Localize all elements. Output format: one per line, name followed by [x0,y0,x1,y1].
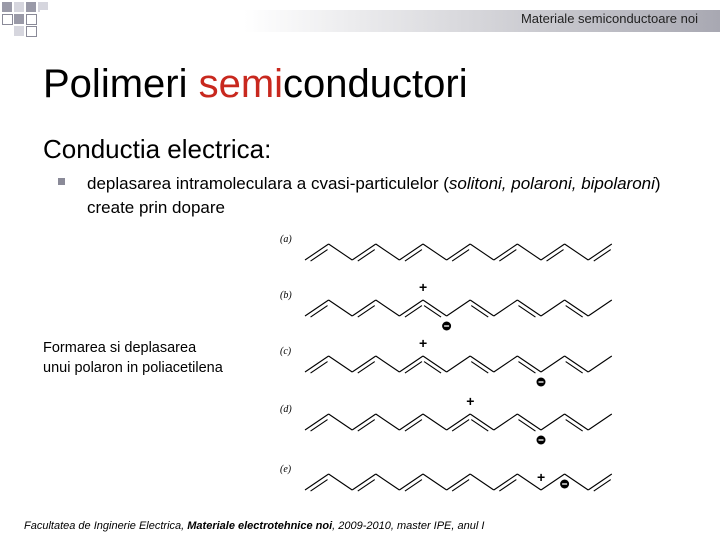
double-bond-line [566,362,583,374]
double-bond-line [499,250,516,262]
bond-line [494,414,518,430]
panel-label: (a) [280,234,292,245]
bond-line [399,244,423,260]
bond-line [376,244,400,260]
double-bond-line [311,362,328,374]
bond-line [541,356,565,372]
decor-square [26,14,37,25]
double-bond-line [311,480,328,492]
footer [24,520,484,532]
header-title: Materiale semiconductoare noi [520,11,698,26]
bond-line [329,414,353,430]
polyacetylene-chains-svg [272,226,632,526]
bond-line [352,414,376,430]
bond-line [399,300,423,316]
title-part1: Polimeri [43,62,199,106]
bond-line [329,300,353,316]
double-bond-line [471,420,488,432]
header-bar [0,0,720,36]
bond-line [447,414,471,430]
decor-square [26,2,36,12]
bond-line [494,474,518,490]
bullet-square-icon [58,178,65,185]
bond-line [565,244,589,260]
bond-line [494,244,518,260]
figure-caption [43,338,263,378]
double-bond-line [358,480,375,492]
bond-line [305,474,329,490]
bond-line [376,414,400,430]
bond-line [329,356,353,372]
double-bond-line [405,480,422,492]
panel-label: (d) [280,404,292,415]
title-part3: conductori [283,62,468,106]
bond-line [517,356,541,372]
bond-line [517,414,541,430]
positive-charge-icon: + [419,335,428,351]
bond-line [470,356,494,372]
footer-bold: Materiale electrotehnice noi [187,520,333,532]
bullet-text-post: ) create prin dopare [87,174,661,217]
double-bond-line [594,250,611,262]
bond-line [305,300,329,316]
decor-square [14,26,24,36]
double-bond-line [405,420,422,432]
decor-square [14,2,24,12]
panel-label: (b) [280,290,292,301]
bond-line [423,414,447,430]
bond-line [376,300,400,316]
positive-charge-icon: + [419,279,428,295]
bond-line [399,474,423,490]
bond-line [470,244,494,260]
double-bond-line [405,362,422,374]
double-bond-line [518,362,535,374]
bond-line [494,356,518,372]
bond-line [423,244,447,260]
double-bond-line [358,362,375,374]
caption-line-2: unui polaron in poliacetilena [43,360,223,376]
decor-square [2,2,12,12]
bond-line [517,300,541,316]
bond-line [352,356,376,372]
double-bond-line [358,306,375,318]
bond-line [376,474,400,490]
bond-line [470,414,494,430]
bond-line [447,300,471,316]
double-bond-line [471,362,488,374]
bond-line [423,474,447,490]
bond-line [352,300,376,316]
double-bond-line [566,306,583,318]
double-bond-line [518,420,535,432]
double-bond-line [452,250,469,262]
panel-label: (c) [280,346,292,357]
bond-line [352,244,376,260]
bond-line [565,356,589,372]
bond-line [329,474,353,490]
panel-label: (e) [280,464,292,475]
bond-line [588,414,612,430]
bond-line [305,414,329,430]
decor-square [14,14,24,24]
bond-line [376,356,400,372]
bond-line [447,244,471,260]
bond-line [541,244,565,260]
bullet-text [87,172,687,220]
positive-charge-icon: + [466,393,475,409]
caption-line-1: Formarea si deplasarea [43,340,197,356]
double-bond-line [566,420,583,432]
double-bond-line [452,480,469,492]
slide-title [43,62,468,107]
bond-line [470,300,494,316]
double-bond-line [594,480,611,492]
double-bond-line [358,250,375,262]
bond-line [352,474,376,490]
double-bond-line [405,250,422,262]
bond-line [447,356,471,372]
bond-line [494,300,518,316]
decor-square [26,26,37,37]
double-bond-line [311,306,328,318]
positive-charge-icon: + [537,469,546,485]
bond-line [423,300,447,316]
bond-line [399,414,423,430]
double-bond-line [518,306,535,318]
bullet-text-italic: solitoni, polaroni, bipolaroni [448,174,655,193]
title-highlight: semi [198,62,284,106]
double-bond-line [424,306,441,318]
bond-line [588,356,612,372]
bullet-text-pre: deplasarea intramoleculara a cvasi-particulelor ( [87,174,449,193]
double-bond-line [452,420,469,432]
bond-line [565,414,589,430]
bond-line [305,356,329,372]
double-bond-line [471,306,488,318]
bond-line [399,356,423,372]
footer-pre: Facultatea de Inginerie Electrica, [24,520,188,532]
bond-line [470,474,494,490]
bond-line [541,414,565,430]
bond-line [329,244,353,260]
bond-line [588,474,612,490]
bond-line [565,300,589,316]
double-bond-line [405,306,422,318]
bond-line [588,244,612,260]
double-bond-line [547,250,564,262]
double-bond-line [311,420,328,432]
decor-square [2,14,13,25]
bond-line [447,474,471,490]
double-bond-line [424,362,441,374]
double-bond-line [358,420,375,432]
bond-line [423,356,447,372]
double-bond-line [499,480,516,492]
bond-line [541,300,565,316]
bond-line [588,300,612,316]
footer-post: , 2009-2010, master IPE, anul I [332,520,485,532]
double-bond-line [311,250,328,262]
subheading: Conductia electrica: [43,134,272,164]
bond-line [305,244,329,260]
polyacetylene-figure [272,226,632,526]
bond-line [517,244,541,260]
